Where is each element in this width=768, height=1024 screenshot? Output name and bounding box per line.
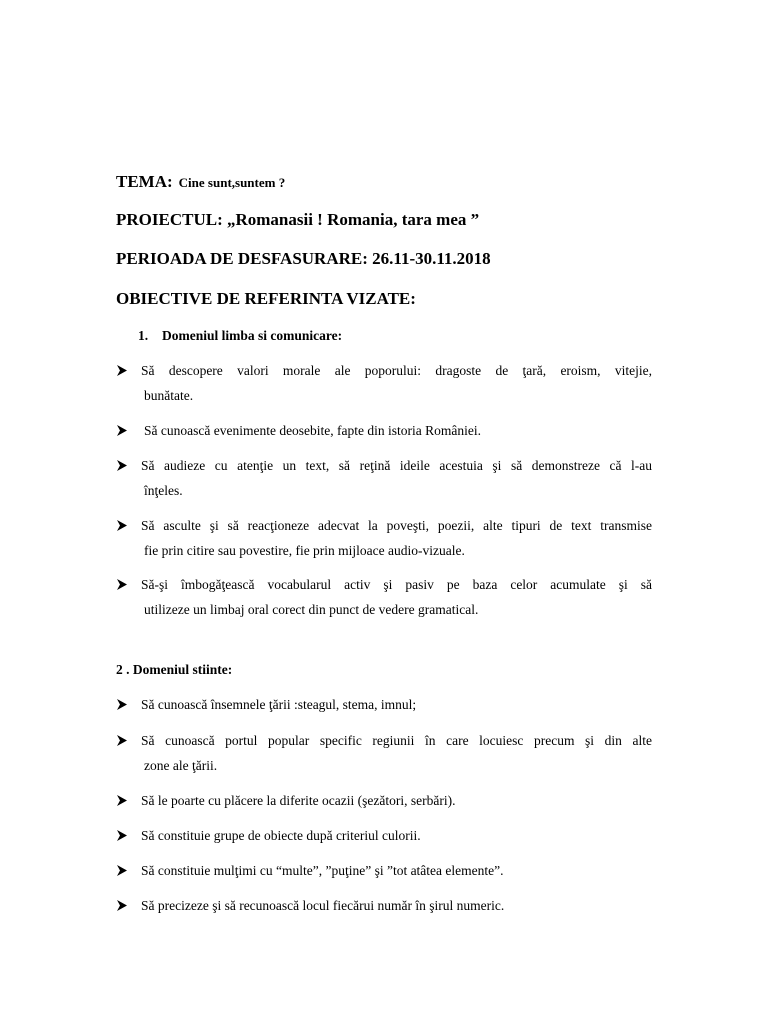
list-item: [116, 728, 652, 778]
arrow-bullet-icon: [116, 572, 130, 597]
tema-label: TEMA:: [116, 172, 173, 191]
list-item: [116, 788, 652, 813]
arrow-bullet-icon: [116, 513, 130, 538]
perioada-line: PERIOADA DE DESFASURARE: 26.11-30.11.2018: [116, 249, 491, 268]
arrow-bullet-icon: [116, 358, 130, 383]
list-item-text: Să audieze cu atenţie un text, să reţină ideile acestuia şi să demonstreze că l-au: [141, 458, 652, 473]
arrow-bullet-icon: [116, 788, 130, 813]
list-item: [116, 823, 652, 848]
domain2-heading: 2 . Domeniul stiinte:: [116, 662, 233, 677]
list-item: [116, 692, 652, 717]
arrow-bullet-icon: [116, 858, 130, 883]
arrow-bullet-icon: [116, 823, 130, 848]
list-item-text-cont: utilizeze un limbaj oral corect din punct de vedere gramatical.: [144, 602, 479, 617]
domain1-title: Domeniul limba si comunicare:: [162, 328, 343, 343]
tema-line: [116, 173, 285, 190]
arrow-bullet-icon: [116, 692, 130, 717]
list-item-text-cont: bunătate.: [144, 388, 194, 403]
list-item-text: Să constituie mulţimi cu “multe”, ”puţine” şi ”tot atâtea elemente”.: [141, 863, 504, 878]
arrow-bullet-icon: [116, 728, 130, 753]
domain1-number: 1.: [138, 328, 149, 343]
list-item: [116, 513, 652, 563]
list-item: [116, 358, 652, 408]
domain1-heading: [138, 329, 342, 343]
list-item-text-cont: zone ale ţării.: [144, 758, 218, 773]
proiectul-line: PROIECTUL: „Romanasii ! Romania, tara mea ”: [116, 210, 480, 229]
list-item-text-cont: fie prin citire sau povestire, fie prin mijloace audio-vizuale.: [144, 543, 465, 558]
list-item: [116, 893, 652, 918]
list-item-text: Să constituie grupe de obiecte după criteriul culorii.: [141, 828, 421, 843]
arrow-bullet-icon: [116, 418, 130, 443]
list-item: [116, 572, 652, 622]
list-item-text: Să le poarte cu plăcere la diferite ocazii (şezători, serbări).: [141, 793, 456, 808]
list-item-text: Să-şi îmbogăţească vocabularul activ şi pasiv pe baza celor acumulate şi să: [141, 577, 652, 592]
list-item-text-cont: înţeles.: [144, 483, 183, 498]
obiective-title: OBIECTIVE DE REFERINTA VIZATE:: [116, 289, 416, 308]
list-item-text: Să asculte şi să reacţioneze adecvat la poveşti, poezii, alte tipuri de text transmise: [141, 518, 652, 533]
list-item-text: Să cunoască portul popular specific regiunii în care locuiesc precum şi din alte: [141, 733, 652, 748]
list-item-text: Să cunoască evenimente deosebite, fapte din istoria României.: [144, 423, 482, 438]
list-item: [116, 858, 652, 883]
arrow-bullet-icon: [116, 453, 130, 478]
arrow-bullet-icon: [116, 893, 130, 918]
list-item-text: Să descopere valori morale ale poporului: dragoste de ţară, eroism, vitejie,: [141, 363, 652, 378]
list-item-text: Să cunoască însemnele ţării :steagul, stema, imnul;: [141, 697, 417, 712]
list-item: [116, 453, 652, 503]
list-item: [116, 418, 652, 443]
list-item-text: Să precizeze şi să recunoască locul fiecărui număr în şirul numeric.: [141, 898, 505, 913]
tema-value: Cine sunt,suntem ?: [178, 175, 286, 190]
